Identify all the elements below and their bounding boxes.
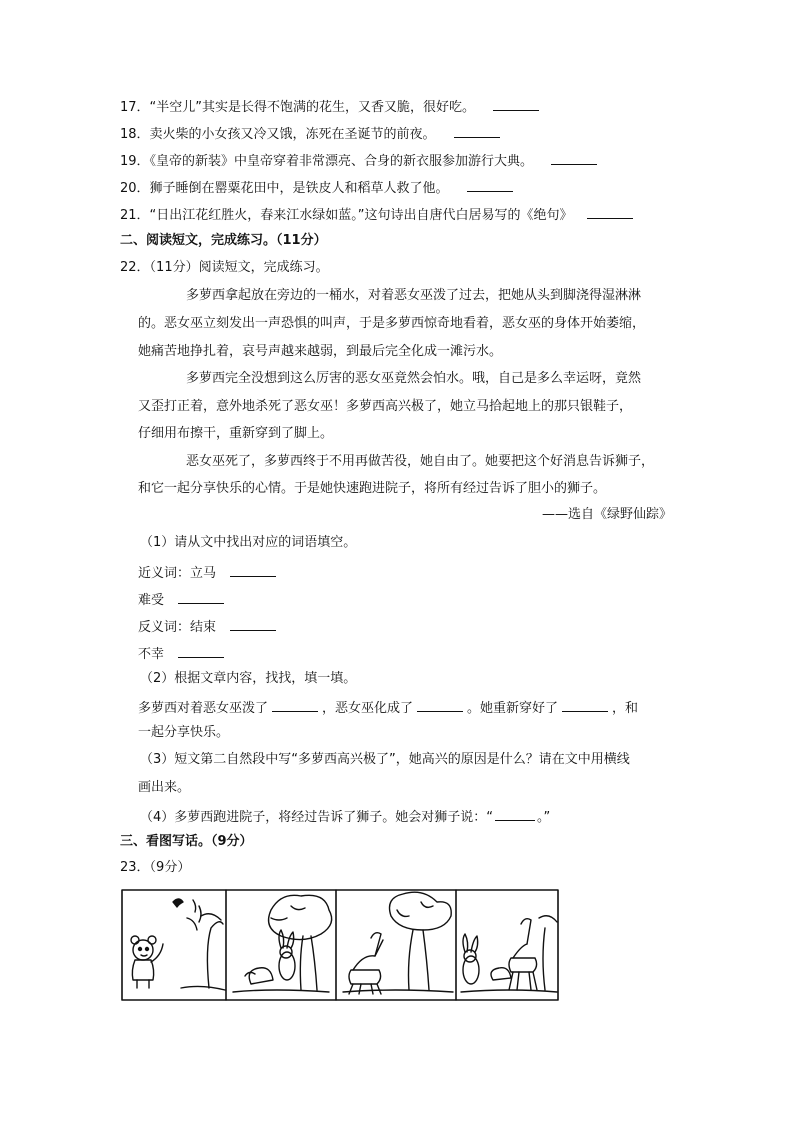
question-17-text: 17．“半空儿”其实是长得不饱满的花生，又香又脆，很好吃。 (120, 100, 476, 115)
antonym-row (138, 616, 280, 637)
fill-text-b: ，恶女巫化成了 (322, 701, 414, 716)
section-3-title: 三、看图写话。（9分） (120, 834, 253, 849)
sub-question-4-text-a: （4）多萝西跑进院子，将经过告诉了狮子。她会对狮子说：“ (140, 810, 494, 825)
panel-3 (343, 892, 453, 994)
panel-4 (461, 916, 557, 992)
fill-text-a: 多萝西对着恶女巫泼了 (138, 701, 269, 716)
antonym-label: 反义词：结束 (138, 620, 217, 635)
question-17 (120, 96, 543, 117)
question-18 (120, 123, 504, 144)
synonym-blank-2[interactable] (178, 589, 224, 604)
fill-text-d: ，和 (612, 701, 639, 716)
passage-line: 多萝西拿起放在旁边的一桶水，对着恶女巫泼了过去，把她从头到脚浇得湿淋淋 (186, 288, 642, 303)
synonym-row-2 (138, 589, 228, 610)
sub-question-4 (140, 806, 550, 827)
synonym-label: 近义词：立马 (138, 566, 217, 581)
passage-source: ——选自《绿野仙踪》 (541, 507, 672, 522)
antonym-blank-1[interactable] (230, 616, 276, 631)
antonym-blank-2[interactable] (178, 643, 224, 658)
sub-question-3-line2: 画出来。 (138, 780, 191, 795)
panel-1 (131, 899, 225, 990)
answer-blank-21[interactable] (587, 204, 633, 219)
sub-question-3-line1: （3）短文第二自然段中写“多萝西高兴极了”，她高兴的原因是什么？请在文中用横线 (140, 752, 630, 767)
question-20 (120, 177, 517, 198)
passage-line: 她痛苦地挣扎着，哀号声越来越弱，到最后完全化成一滩污水。 (138, 344, 503, 359)
passage-line: 多萝西完全没想到这么厉害的恶女巫竟然会怕水。哦，自己是多么幸运呀，竟然 (186, 371, 642, 386)
passage-line: 和它一起分享快乐的心情。于是她快速跑进院子，将所有经过告诉了胆小的狮子。 (138, 481, 607, 496)
passage-line: 仔细用布擦干，重新穿到了脚上。 (138, 426, 334, 441)
section-2-title: 二、阅读短文，完成练习。（11分） (120, 233, 327, 248)
answer-blank-20[interactable] (467, 177, 513, 192)
synonym-word-2: 难受 (138, 593, 165, 608)
sub-question-1-prompt: （1）请从文中找出对应的词语填空。 (140, 535, 357, 550)
panel-2 (233, 895, 332, 992)
comic-strip-image (121, 888, 559, 1002)
question-23-intro: 23．（9分） (120, 860, 191, 875)
sub-question-2-fill (138, 697, 638, 718)
passage-line: 又歪打正着，意外地杀死了恶女巫！多萝西高兴极了，她立马拾起地上的那只银鞋子， (138, 399, 633, 414)
answer-blank-17[interactable] (493, 96, 539, 111)
sub-question-2-prompt: （2）根据文章内容，找找，填一填。 (140, 671, 357, 686)
sub-question-4-text-b: 。” (537, 810, 551, 825)
question-19 (120, 150, 601, 171)
antonym-row-2 (138, 643, 228, 664)
question-21-text: 21．“日出江花红胜火，春来江水绿如蓝。”这句诗出自唐代白居易写的《绝句》 (120, 208, 573, 223)
question-22-intro: 22．（11分）阅读短文，完成练习。 (120, 260, 329, 275)
fill-blank-a[interactable] (272, 697, 318, 712)
question-21 (120, 204, 637, 225)
question-20-text: 20．狮子睡倒在罂粟花田中，是铁皮人和稻草人救了他。 (120, 181, 449, 196)
answer-blank-18[interactable] (454, 123, 500, 138)
passage-line: 的。恶女巫立刻发出一声恐惧的叫声，于是多萝西惊奇地看着，恶女巫的身体开始萎缩， (138, 316, 646, 331)
fill-blank-c[interactable] (562, 697, 608, 712)
fill-text-c: 。她重新穿好了 (467, 701, 559, 716)
sub-question-2-line2: 一起分享快乐。 (138, 725, 230, 740)
question-19-text: 19．《皇帝的新装》中皇帝穿着非常漂亮、合身的新衣服参加游行大典。 (120, 154, 534, 169)
sub-question-4-blank[interactable] (495, 806, 535, 821)
antonym-word-2: 不幸 (138, 647, 165, 662)
synonym-row (138, 562, 280, 583)
passage-line: 恶女巫死了，多萝西终于不用再做苦役，她自由了。她要把这个好消息告诉狮子， (186, 454, 655, 469)
answer-blank-19[interactable] (551, 150, 597, 165)
synonym-blank-1[interactable] (230, 562, 276, 577)
fill-blank-b[interactable] (417, 697, 463, 712)
question-18-text: 18．卖火柴的小女孩又冷又饿，冻死在圣诞节的前夜。 (120, 127, 436, 142)
